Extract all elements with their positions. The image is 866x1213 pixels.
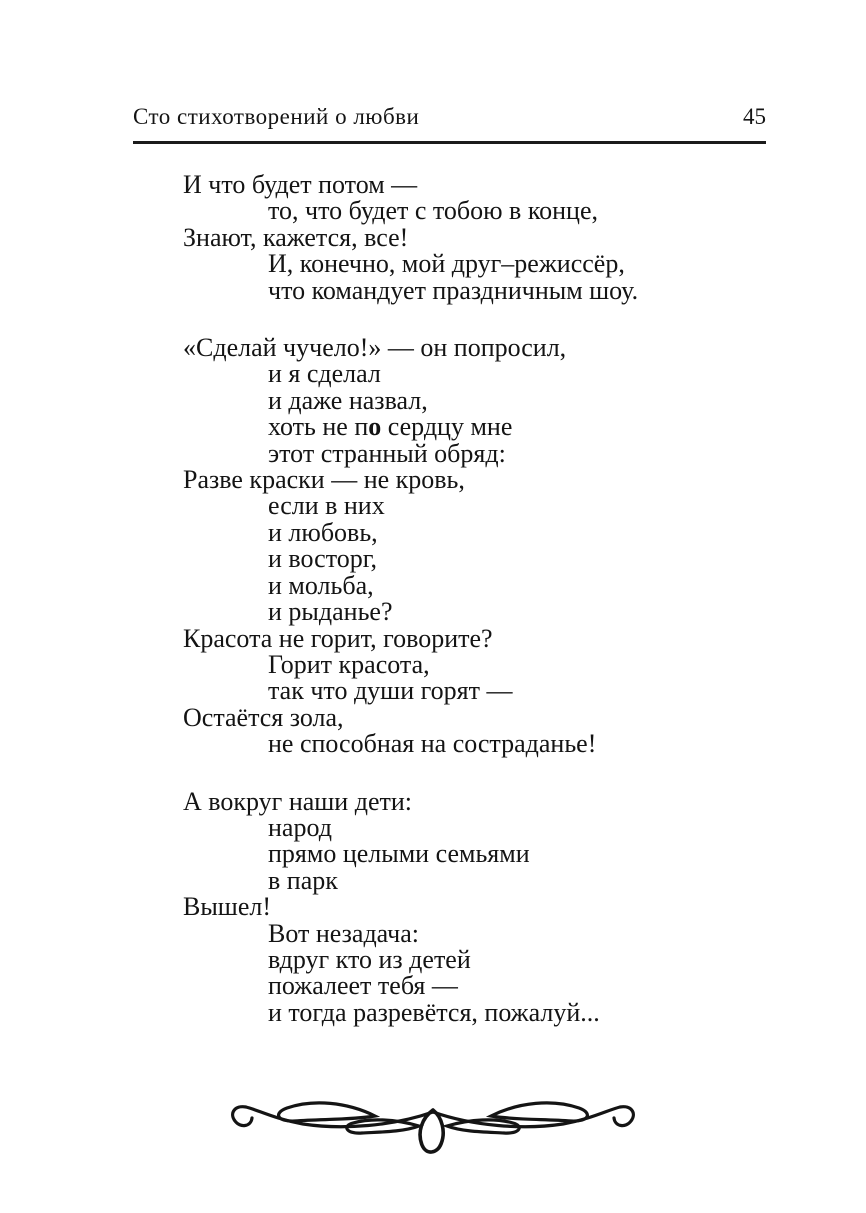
- poem-line: [183, 467, 803, 493]
- stanza: [183, 172, 803, 304]
- poem-text: [183, 172, 803, 1026]
- poem-line-segment: «Сделай чучело!» — он попросил,: [183, 333, 567, 363]
- poem-line: [183, 438, 803, 468]
- poem-line: [183, 251, 803, 277]
- poem-line: [183, 546, 803, 572]
- poem-line: [183, 973, 803, 999]
- poem-line: [183, 841, 803, 867]
- poem-line-segment: вдруг кто из детей: [268, 944, 471, 974]
- poem-line: [183, 678, 803, 704]
- poem-line-segment: и даже назвал,: [268, 385, 428, 415]
- poem-line: [183, 649, 803, 679]
- poem-line-segment: и восторг,: [268, 544, 377, 574]
- poem-line: [183, 361, 803, 387]
- poem-line: [183, 918, 803, 948]
- poem-line: [183, 222, 803, 252]
- poem-line-segment: И, конечно, мой друг–режиссёр,: [268, 249, 625, 279]
- poem-line: [183, 570, 803, 600]
- poem-line-segment: не способная на состраданье!: [268, 729, 597, 759]
- poem-line: [183, 335, 803, 361]
- poem-line-segment: А вокруг наши дети:: [183, 786, 412, 816]
- poem-line-segment: и мольба,: [268, 570, 374, 600]
- poem-line-segment: Горит красота,: [268, 649, 430, 679]
- page-number: 45: [743, 104, 766, 129]
- poem-line: [183, 865, 803, 895]
- poem-line-segment: Красота не горит, говорите?: [183, 623, 493, 653]
- poem-line: [183, 944, 803, 974]
- poem-line: [183, 731, 803, 757]
- poem-line-segment: если в них: [268, 491, 385, 521]
- poem-line: [183, 493, 803, 519]
- poem-line-segment: что командует праздничным шоу.: [268, 275, 639, 305]
- stanza: [183, 335, 803, 758]
- poem-line-segment: прямо целыми семьями: [268, 839, 530, 869]
- poem-line-segment: Знают, кажется, все!: [183, 222, 409, 252]
- poem-line: [183, 786, 803, 816]
- poem-line-segment: и тогда разревётся, пожалуй...: [268, 997, 600, 1027]
- stanza: [183, 786, 803, 1027]
- running-head-title: Сто стихотворений о любви: [133, 104, 420, 129]
- poem-line: [183, 198, 803, 224]
- poem-line-segment: то, что будет с тобою в конце,: [268, 196, 599, 226]
- poem-line-segment: хоть не п: [268, 412, 369, 442]
- poem-line-segment: Вышел!: [183, 892, 272, 922]
- running-head: [133, 103, 766, 144]
- poem-line: [183, 812, 803, 842]
- poem-line-bold-segment: о: [368, 412, 382, 442]
- poem-line-segment: и я сделал: [268, 359, 381, 389]
- poem-line-segment: этот странный обряд:: [268, 438, 506, 468]
- poem-line-segment: и любовь,: [268, 517, 378, 547]
- poem-line-segment: Вот незадача:: [268, 918, 420, 948]
- poem-line-segment: в парк: [268, 865, 338, 895]
- poem-line-segment: и рыданье?: [268, 597, 393, 627]
- poem-line: [183, 414, 803, 440]
- poem-line: [183, 997, 803, 1027]
- poem-line-segment: так что души горят —: [268, 676, 513, 706]
- poem-line: [183, 172, 803, 198]
- poem-line-segment: народ: [268, 812, 332, 842]
- poem-line-segment: И что будет потом —: [183, 170, 418, 199]
- poem-line-segment: сердцу мне: [381, 412, 513, 442]
- poem-line: [183, 599, 803, 625]
- poem-line-segment: Разве краски — не кровь,: [183, 465, 465, 495]
- poem-line: [183, 275, 803, 305]
- poem-line: [183, 894, 803, 920]
- flourish-container: [0, 1086, 866, 1162]
- calligraphic-flourish-icon: [223, 1086, 643, 1162]
- poem-line: [183, 517, 803, 547]
- poem-line: [183, 623, 803, 653]
- poem-line-segment: пожалеет тебя —: [268, 971, 458, 1001]
- poem-line: [183, 385, 803, 415]
- poem-line-segment: Остаётся зола,: [183, 702, 344, 732]
- poem-line: [183, 702, 803, 732]
